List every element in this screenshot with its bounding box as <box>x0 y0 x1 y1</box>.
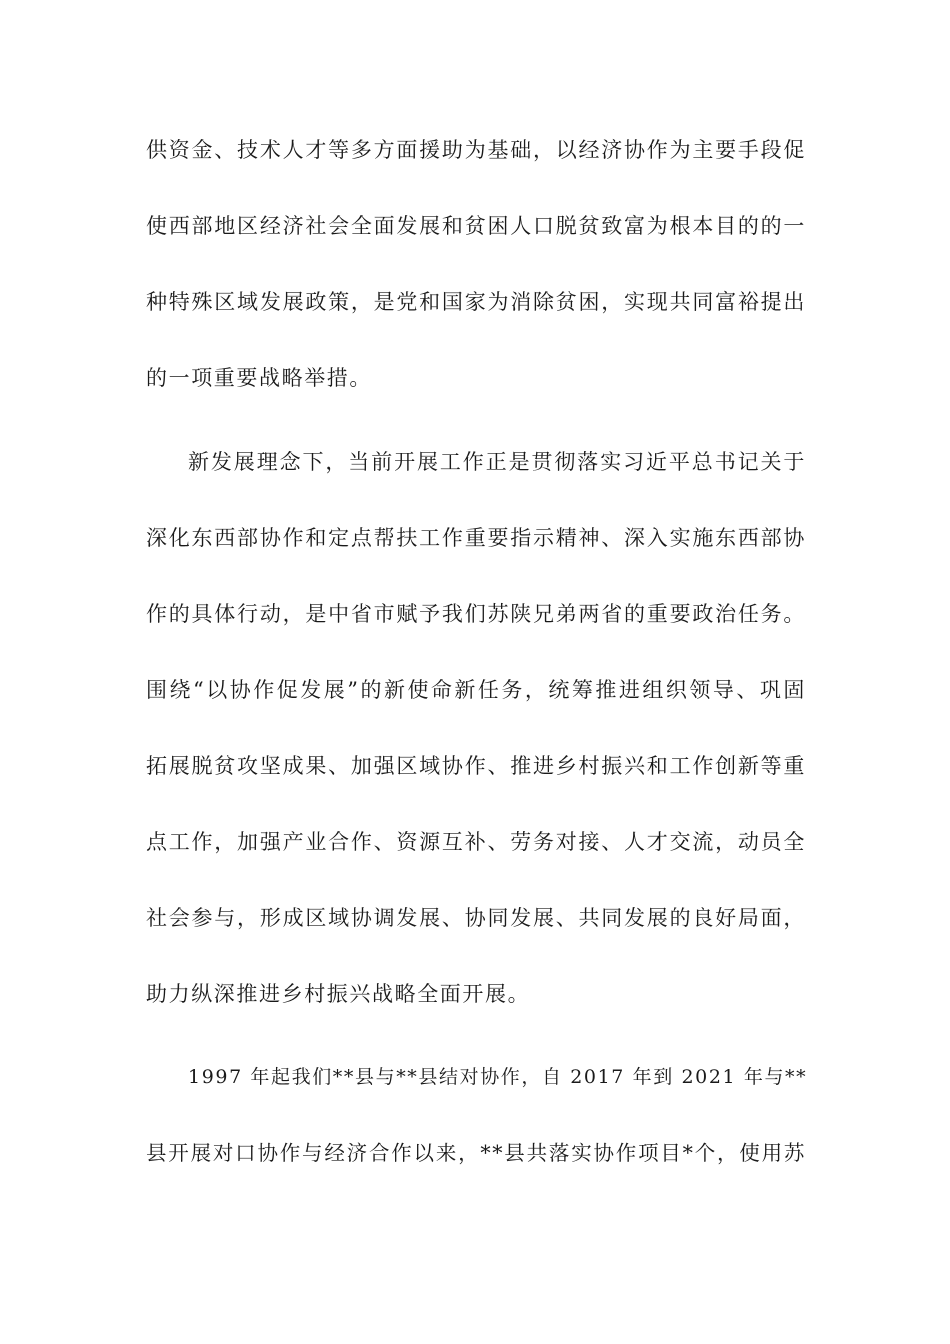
paragraph-2-line-5: 拓展脱贫攻坚成果、加强区域协作、推进乡村振兴和工作创新等重 <box>146 754 806 778</box>
paragraph-2-line-8: 助力纵深推进乡村振兴战略全面开展。 <box>146 982 531 1006</box>
paragraph-2-line-7: 社会参与，形成区域协调发展、协同发展、共同发展的良好局面， <box>146 906 806 930</box>
paragraph-1-line-2: 使西部地区经济社会全面发展和贫困人口脱贫致富为根本目的的一 <box>146 214 806 238</box>
paragraph-2-line-2: 深化东西部协作和定点帮扶工作重要指示精神、深入实施东西部协 <box>146 526 806 550</box>
paragraph-2-line-1: 新发展理念下，当前开展工作正是贯彻落实习近平总书记关于 <box>188 450 806 474</box>
paragraph-3-line-2: 县开展对口协作与经济合作以来，**县共落实协作项目*个，使用苏 <box>146 1141 806 1165</box>
paragraph-1-line-1: 供资金、技术人才等多方面援助为基础，以经济协作为主要手段促 <box>146 138 806 162</box>
paragraph-2-line-4: 围绕“以协作促发展”的新使命新任务，统筹推进组织领导、巩固 <box>146 678 806 702</box>
paragraph-1-line-3: 种特殊区域发展政策，是党和国家为消除贫困，实现共同富裕提出 <box>146 290 806 314</box>
paragraph-2-line-3: 作的具体行动，是中省市赋予我们苏陕兄弟两省的重要政治任务。 <box>146 602 806 626</box>
paragraph-1-line-4: 的一项重要战略举措。 <box>146 366 372 390</box>
paragraph-3-line-1: 1997 年起我们**县与**县结对协作，自 2017 年到 2021 年与** <box>188 1066 808 1088</box>
paragraph-2-line-6: 点工作，加强产业合作、资源互补、劳务对接、人才交流，动员全 <box>146 830 806 854</box>
